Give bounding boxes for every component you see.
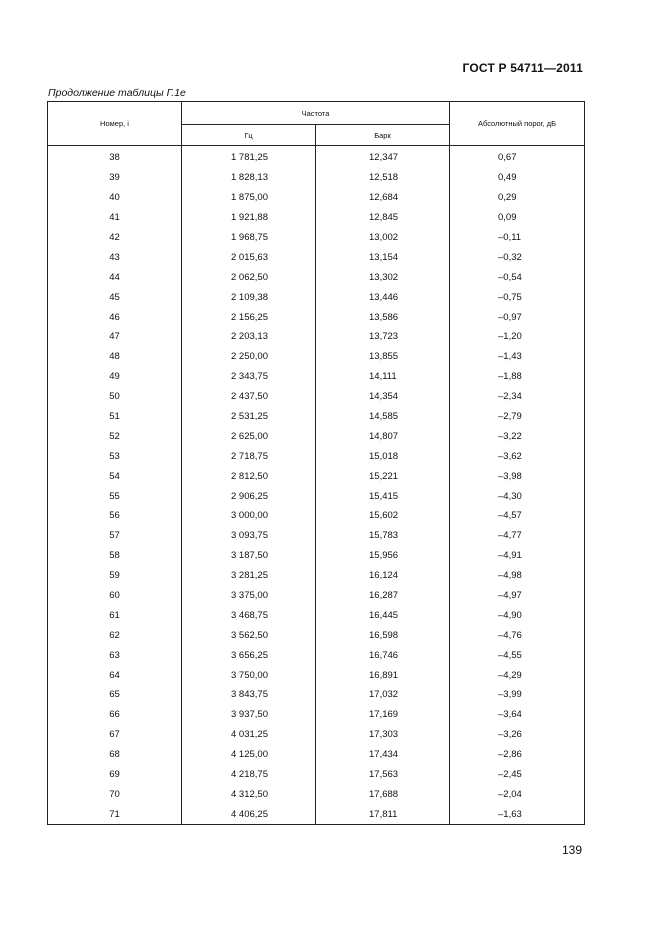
table-row [48,665,585,685]
table-row [48,605,585,625]
cell-frequency-hz: 1 968,75 [182,228,316,248]
cell-frequency-hz: 2 718,75 [182,446,316,466]
cell-number: 60 [48,586,182,606]
cell-frequency-hz: 1 828,13 [182,168,316,188]
cell-frequency-bark: 12,684 [316,188,450,208]
cell-number: 38 [48,146,182,168]
cell-threshold: –4,90 [450,605,585,625]
cell-threshold: –4,76 [450,625,585,645]
cell-threshold: –0,97 [450,307,585,327]
cell-threshold: –4,57 [450,506,585,526]
table-row [48,725,585,745]
cell-threshold: –1,63 [450,804,585,824]
table-caption: Продолжение таблицы Г.1е [48,87,186,99]
table-row [48,526,585,546]
cell-number: 43 [48,247,182,267]
table-row [48,287,585,307]
cell-threshold: –4,30 [450,486,585,506]
table-row [48,705,585,725]
cell-number: 66 [48,705,182,725]
cell-number: 70 [48,785,182,805]
table-row [48,407,585,427]
cell-number: 69 [48,765,182,785]
table-row [48,228,585,248]
table-row [48,566,585,586]
cell-frequency-hz: 3 281,25 [182,566,316,586]
cell-number: 53 [48,446,182,466]
cell-number: 63 [48,645,182,665]
cell-number: 64 [48,665,182,685]
cell-frequency-bark: 17,032 [316,685,450,705]
cell-frequency-hz: 3 656,25 [182,645,316,665]
cell-threshold: –0,11 [450,228,585,248]
table-row [48,188,585,208]
cell-number: 48 [48,347,182,367]
cell-threshold: –3,62 [450,446,585,466]
cell-frequency-hz: 1 921,88 [182,208,316,228]
cell-number: 42 [48,228,182,248]
cell-frequency-hz: 2 062,50 [182,267,316,287]
cell-frequency-bark: 13,586 [316,307,450,327]
cell-frequency-hz: 3 468,75 [182,605,316,625]
table-row [48,804,585,824]
cell-frequency-hz: 2 343,75 [182,367,316,387]
table-row [48,208,585,228]
column-header-number: Номер, i [48,102,182,146]
table-row [48,347,585,367]
cell-frequency-hz: 2 250,00 [182,347,316,367]
cell-frequency-bark: 16,287 [316,586,450,606]
cell-threshold: –2,79 [450,407,585,427]
cell-threshold: –3,98 [450,466,585,486]
table-row [48,247,585,267]
cell-frequency-hz: 2 109,38 [182,287,316,307]
cell-threshold: –4,98 [450,566,585,586]
cell-number: 67 [48,725,182,745]
cell-threshold: –1,20 [450,327,585,347]
cell-threshold: –4,29 [450,665,585,685]
table-row [48,426,585,446]
table-row [48,367,585,387]
cell-threshold: –2,34 [450,387,585,407]
standard-code: ГОСТ Р 54711—2011 [462,61,583,75]
cell-frequency-hz: 2 015,63 [182,247,316,267]
table-row [48,765,585,785]
table-row [48,267,585,287]
cell-threshold: –2,86 [450,745,585,765]
cell-number: 52 [48,426,182,446]
cell-frequency-hz: 2 437,50 [182,387,316,407]
cell-number: 39 [48,168,182,188]
page-number: 139 [561,843,582,857]
cell-number: 68 [48,745,182,765]
table-row [48,486,585,506]
cell-frequency-bark: 16,445 [316,605,450,625]
cell-frequency-bark: 13,855 [316,347,450,367]
cell-number: 55 [48,486,182,506]
cell-frequency-bark: 14,807 [316,426,450,446]
table-row [48,586,585,606]
cell-frequency-bark: 16,124 [316,566,450,586]
table-row [48,745,585,765]
cell-frequency-bark: 17,811 [316,804,450,824]
cell-threshold: –1,88 [450,367,585,387]
cell-number: 61 [48,605,182,625]
cell-frequency-hz: 2 531,25 [182,407,316,427]
cell-threshold: –3,22 [450,426,585,446]
cell-number: 59 [48,566,182,586]
table-row [48,168,585,188]
cell-number: 71 [48,804,182,824]
cell-frequency-bark: 13,723 [316,327,450,347]
cell-frequency-bark: 15,415 [316,486,450,506]
cell-number: 50 [48,387,182,407]
cell-frequency-hz: 4 218,75 [182,765,316,785]
cell-frequency-hz: 3 843,75 [182,685,316,705]
column-header-threshold: Абсолютный порог, дБ [450,102,585,146]
table-row [48,446,585,466]
cell-frequency-bark: 12,845 [316,208,450,228]
table-row [48,685,585,705]
cell-number: 62 [48,625,182,645]
cell-frequency-hz: 3 562,50 [182,625,316,645]
column-header-hz: Гц [182,125,316,146]
cell-number: 41 [48,208,182,228]
cell-frequency-bark: 17,434 [316,745,450,765]
cell-frequency-bark: 12,347 [316,146,450,168]
cell-frequency-hz: 1 781,25 [182,146,316,168]
cell-threshold: –1,43 [450,347,585,367]
cell-frequency-bark: 15,956 [316,546,450,566]
cell-frequency-bark: 13,002 [316,228,450,248]
threshold-table [47,101,585,825]
cell-frequency-hz: 3 093,75 [182,526,316,546]
cell-frequency-bark: 15,602 [316,506,450,526]
cell-threshold: –3,99 [450,685,585,705]
cell-number: 56 [48,506,182,526]
cell-frequency-hz: 4 312,50 [182,785,316,805]
cell-frequency-hz: 3 375,00 [182,586,316,606]
cell-frequency-bark: 13,446 [316,287,450,307]
cell-frequency-bark: 16,891 [316,665,450,685]
cell-threshold: –4,55 [450,645,585,665]
cell-frequency-hz: 2 906,25 [182,486,316,506]
cell-number: 54 [48,466,182,486]
cell-frequency-bark: 15,018 [316,446,450,466]
cell-threshold: 0,67 [450,146,585,168]
cell-frequency-hz: 3 187,50 [182,546,316,566]
cell-number: 44 [48,267,182,287]
cell-threshold: –4,97 [450,586,585,606]
table-body [48,146,585,825]
cell-frequency-hz: 2 625,00 [182,426,316,446]
cell-frequency-hz: 2 156,25 [182,307,316,327]
cell-frequency-bark: 16,598 [316,625,450,645]
cell-frequency-hz: 1 875,00 [182,188,316,208]
cell-frequency-bark: 14,111 [316,367,450,387]
cell-number: 58 [48,546,182,566]
table-row [48,645,585,665]
column-header-frequency: Частота [182,102,450,125]
column-header-bark: Барк [316,125,450,146]
cell-frequency-bark: 14,354 [316,387,450,407]
cell-threshold: –0,75 [450,287,585,307]
table-row [48,387,585,407]
cell-number: 40 [48,188,182,208]
cell-frequency-hz: 2 203,13 [182,327,316,347]
cell-number: 46 [48,307,182,327]
cell-frequency-hz: 4 125,00 [182,745,316,765]
cell-threshold: –4,77 [450,526,585,546]
cell-frequency-bark: 17,688 [316,785,450,805]
table-row [48,785,585,805]
cell-number: 65 [48,685,182,705]
table-row [48,146,585,168]
cell-frequency-hz: 3 750,00 [182,665,316,685]
table-row [48,625,585,645]
cell-threshold: 0,49 [450,168,585,188]
cell-threshold: –4,91 [450,546,585,566]
table-row [48,506,585,526]
cell-frequency-bark: 17,563 [316,765,450,785]
cell-frequency-bark: 13,302 [316,267,450,287]
cell-threshold: –3,26 [450,725,585,745]
cell-frequency-hz: 3 937,50 [182,705,316,725]
cell-frequency-bark: 12,518 [316,168,450,188]
cell-threshold: –3,64 [450,705,585,725]
cell-number: 57 [48,526,182,546]
cell-number: 49 [48,367,182,387]
cell-frequency-bark: 17,303 [316,725,450,745]
cell-frequency-bark: 16,746 [316,645,450,665]
cell-threshold: 0,09 [450,208,585,228]
cell-threshold: –2,45 [450,765,585,785]
table-row [48,307,585,327]
cell-frequency-bark: 15,783 [316,526,450,546]
cell-frequency-bark: 14,585 [316,407,450,427]
cell-frequency-bark: 15,221 [316,466,450,486]
table-row [48,466,585,486]
cell-number: 45 [48,287,182,307]
table-row [48,327,585,347]
cell-threshold: 0,29 [450,188,585,208]
cell-number: 51 [48,407,182,427]
table-row [48,546,585,566]
cell-number: 47 [48,327,182,347]
cell-threshold: –0,32 [450,247,585,267]
cell-frequency-bark: 17,169 [316,705,450,725]
cell-frequency-hz: 4 406,25 [182,804,316,824]
cell-frequency-hz: 3 000,00 [182,506,316,526]
cell-frequency-bark: 13,154 [316,247,450,267]
cell-threshold: –0,54 [450,267,585,287]
cell-threshold: –2,04 [450,785,585,805]
cell-frequency-hz: 4 031,25 [182,725,316,745]
cell-frequency-hz: 2 812,50 [182,466,316,486]
